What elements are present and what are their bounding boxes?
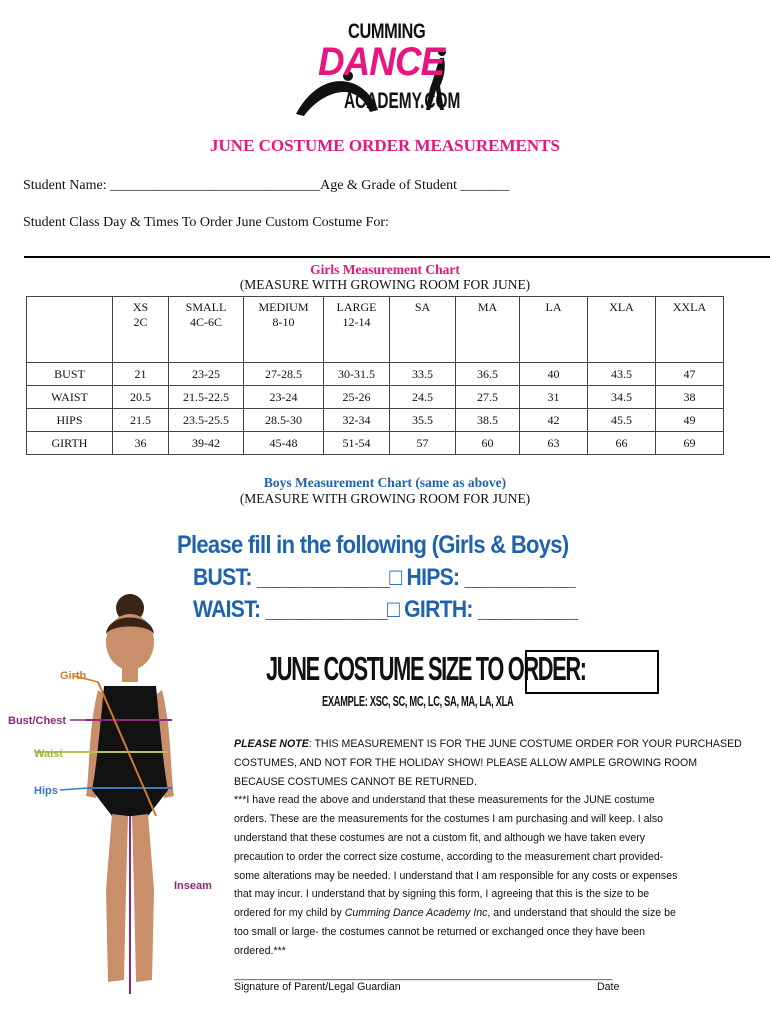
table-row: [27, 386, 724, 409]
waist-label: Waist: [34, 748, 63, 760]
divider: [24, 256, 770, 258]
notice-line: too small or large- the costumes cannot be returned or exchanged once they have been: [234, 925, 646, 938]
header-cell: XS 2C: [113, 297, 169, 363]
document-title: JUNE COSTUME ORDER MEASUREMENTS: [210, 136, 560, 155]
notice-line: BECAUSE COSTUMES CANNOT BE RETURNED.: [234, 775, 477, 788]
row-label: WAIST: [27, 386, 113, 409]
header-cell: LA: [520, 297, 588, 363]
table-cell: 43.5: [588, 363, 656, 386]
notice-line: some alterations may be needed. I understand that I am responsible for any costs or expenses: [234, 869, 678, 882]
table-cell: 38.5: [456, 409, 520, 432]
header-cell: XLA: [588, 297, 656, 363]
header-cell: LARGE 12-14: [324, 297, 390, 363]
table-cell: 31: [520, 386, 588, 409]
row-label: HIPS: [27, 409, 113, 432]
inseam-label: Inseam: [174, 880, 212, 892]
table-row: [27, 432, 724, 455]
table-cell: 20.5: [113, 386, 169, 409]
table-cell: 25-26: [324, 386, 390, 409]
table-cell: 49: [656, 409, 724, 432]
table-cell: 21.5: [113, 409, 169, 432]
table-cell: 45-48: [244, 432, 324, 455]
waist-girth-fields[interactable]: WAIST: ___________□ GIRTH: _________: [193, 596, 578, 623]
notice-line: PLEASE NOTE: THIS MEASUREMENT IS FOR THE JUNE COSTUME ORDER FOR YOUR PURCHASED: [234, 738, 742, 750]
table-cell: 36.5: [456, 363, 520, 386]
table-cell: 23-25: [169, 363, 244, 386]
table-cell: 35.5: [390, 409, 456, 432]
notice-paragraph: [234, 735, 754, 961]
table-cell: 60: [456, 432, 520, 455]
table-cell: 27.5: [456, 386, 520, 409]
size-to-order-box[interactable]: [525, 650, 659, 694]
date-label: Date: [597, 981, 620, 993]
table-cell: 21: [113, 363, 169, 386]
notice-line: precaution to order the correct size costume, according to the measurement chart provided-: [234, 850, 664, 863]
academy-logo: [290, 18, 460, 120]
size-example: EXAMPLE: XSC, SC, MC, LC, SA, MA, LA, XLA: [322, 693, 514, 710]
header-cell: SA: [390, 297, 456, 363]
table-cell: 51-54: [324, 432, 390, 455]
girth-label: Girth: [60, 670, 87, 682]
boys-chart-subtitle: (MEASURE WITH GROWING ROOM FOR JUNE): [239, 491, 531, 506]
table-cell: 27-28.5: [244, 363, 324, 386]
bust-label: Bust/Chest: [8, 715, 67, 727]
table-cell: 38: [656, 386, 724, 409]
table-cell: 24.5: [390, 386, 456, 409]
hips-label: Hips: [34, 785, 58, 797]
table-cell: 21.5-22.5: [169, 386, 244, 409]
notice-line: ***I have read the above and understand that these measurements for the JUNE costume: [234, 794, 655, 807]
row-label: GIRTH: [27, 432, 113, 455]
student-name-line[interactable]: Student Name: ______________________________Age & Grade of Student _______: [23, 178, 510, 193]
table-cell: 66: [588, 432, 656, 455]
table-cell: 39-42: [169, 432, 244, 455]
logo-word-cumming: CUMMING: [348, 20, 426, 43]
girls-chart-title: Girls Measurement Chart: [310, 262, 460, 277]
header-cell: XXLA: [656, 297, 724, 363]
table-cell: 30-31.5: [324, 363, 390, 386]
table-cell: 28.5-30: [244, 409, 324, 432]
table-cell: 69: [656, 432, 724, 455]
table-cell: 63: [520, 432, 588, 455]
header-cell: SMALL 4C-6C: [169, 297, 244, 363]
logo-word-academy: ACADEMY.COM: [344, 88, 461, 113]
boys-chart-title: Boys Measurement Chart (same as above): [263, 475, 507, 490]
table-cell: 42: [520, 409, 588, 432]
table-cell: 23.5-25.5: [169, 409, 244, 432]
class-day-line[interactable]: Student Class Day & Times To Order June Custom Costume For:: [23, 215, 389, 230]
table-cell: 47: [656, 363, 724, 386]
girls-measurement-table: [26, 296, 724, 455]
notice-line: ordered.***: [234, 944, 286, 957]
notice-line: COSTUMES, AND NOT FOR THE HOLIDAY SHOW! PLEASE ALLOW AMPLE GROWING ROOM: [234, 756, 698, 769]
notice-line: orders. These are the measurements for the costumes I am purchasing and will keep. I also: [234, 813, 664, 826]
table-header-row: [27, 297, 724, 363]
notice-line: that may incur. I understand that by signing this form, I agreeing that this is the size to be: [234, 888, 650, 901]
table-cell: 40: [520, 363, 588, 386]
notice-label: PLEASE NOTE: [234, 738, 309, 750]
signature-label: Signature of Parent/Legal Guardian: [234, 981, 401, 993]
size-to-order-heading: JUNE COSTUME SIZE TO ORDER:: [266, 650, 586, 687]
table-cell: 23-24: [244, 386, 324, 409]
logo-word-dance: DANCE: [318, 40, 445, 84]
header-cell: MA: [456, 297, 520, 363]
table-cell: 57: [390, 432, 456, 455]
fill-in-heading: Please fill in the following (Girls & Boys): [177, 531, 569, 559]
table-cell: 45.5: [588, 409, 656, 432]
row-label: BUST: [27, 363, 113, 386]
table-cell: 36: [113, 432, 169, 455]
measurement-figure: [0, 590, 230, 1000]
notice-line: understand that these costumes are not a custom fit, and although we have taken every: [234, 831, 646, 844]
bust-hips-fields[interactable]: BUST: ____________□ HIPS: __________: [193, 564, 575, 591]
table-row: [27, 363, 724, 386]
girls-chart-subtitle: (MEASURE WITH GROWING ROOM FOR JUNE): [239, 277, 531, 292]
header-cell: MEDIUM 8-10: [244, 297, 324, 363]
table-cell: 32-34: [324, 409, 390, 432]
table-row: [27, 409, 724, 432]
header-corner-cell: [27, 297, 113, 363]
table-cell: 34.5: [588, 386, 656, 409]
table-cell: 33.5: [390, 363, 456, 386]
notice-line: ordered for my child by Cumming Dance Academy Inc, and understand that should the size be: [234, 907, 676, 920]
signature-line[interactable]: ____________________________________________________________________: [234, 970, 613, 981]
